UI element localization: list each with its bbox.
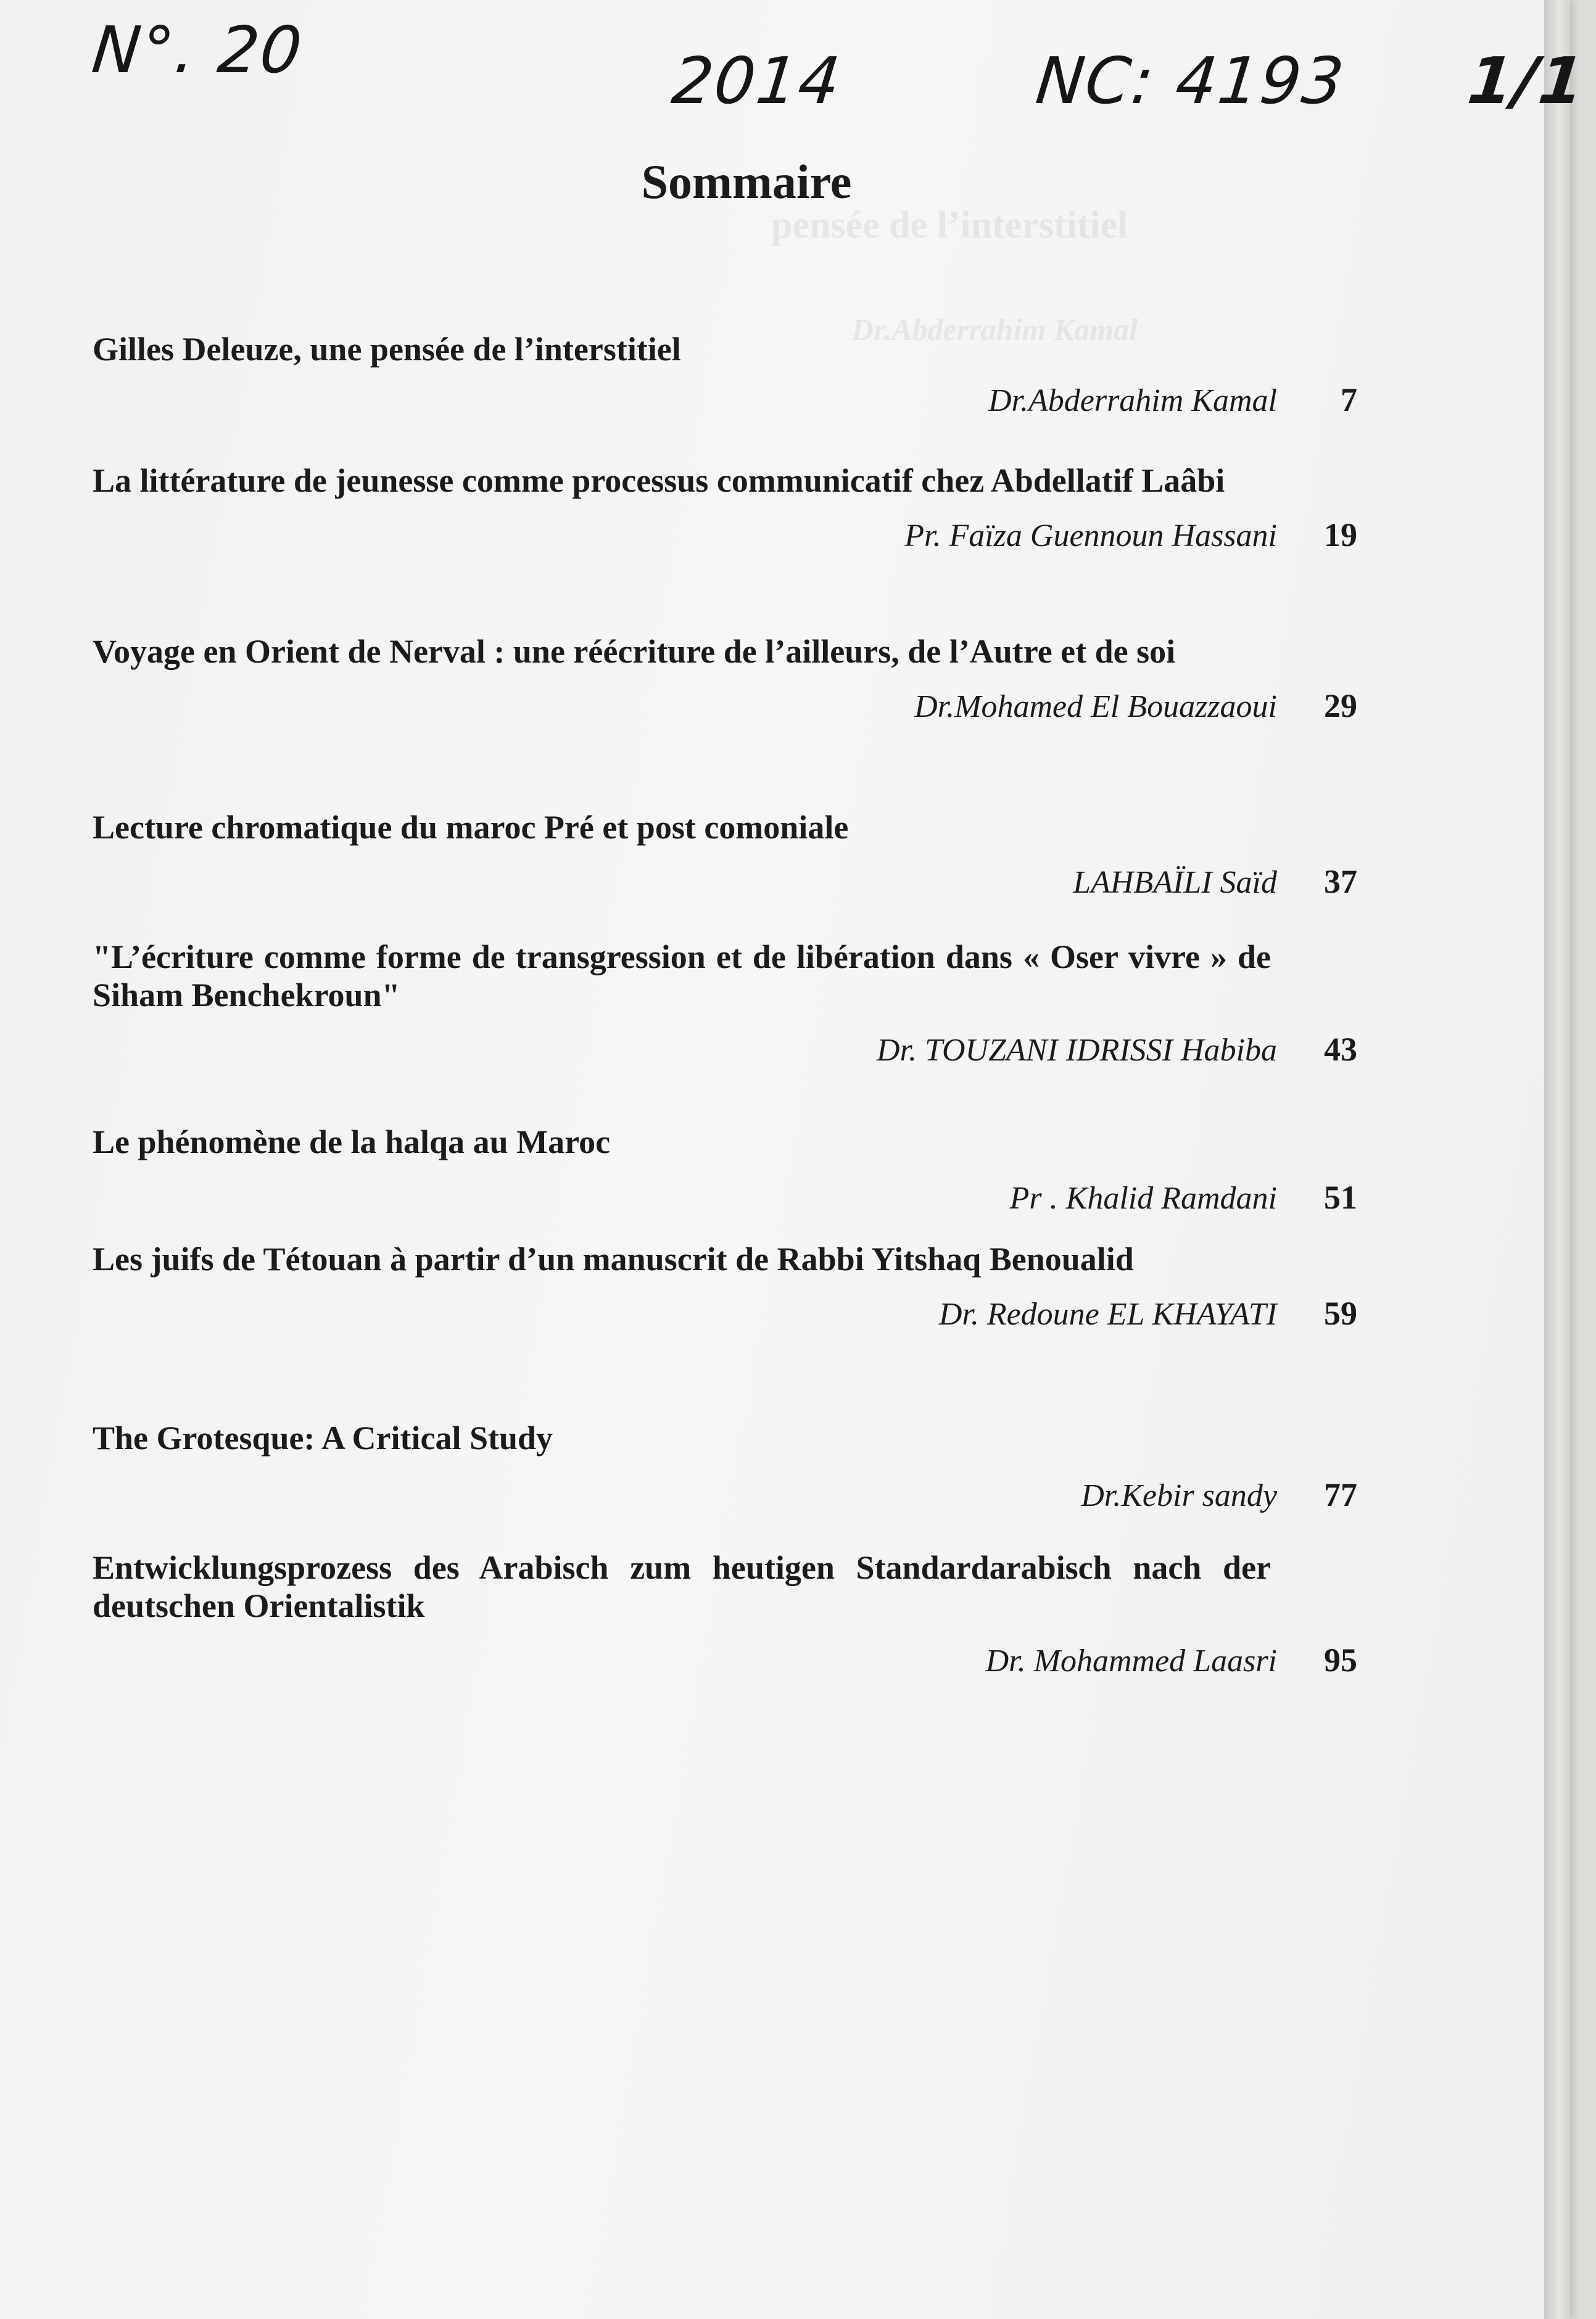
entry-title: Les juifs de Tétouan à partir d’un manuscrit de Rabbi Yitshaq Benoualid <box>93 1241 1134 1278</box>
handwritten-code: NC: 4193 <box>1032 43 1349 118</box>
toc-entry <box>93 461 1357 554</box>
toc-entry <box>93 1240 1357 1333</box>
entry-author: Dr.Mohamed El Bouazzaoui <box>914 689 1277 724</box>
entry-author: LAHBAÏLI Saïd <box>1073 865 1277 900</box>
entry-author: Pr . Khalid Ramdani <box>1009 1181 1277 1216</box>
toc-entry <box>93 330 1357 419</box>
entry-title: Le phénomène de la halqa au Maroc <box>93 1123 611 1160</box>
entry-title: Entwicklungsprozess des Arabisch zum heutigen Standardarabisch nach der deutschen Orientalistik <box>93 1549 1271 1624</box>
entry-author: Dr.Kebir sandy <box>1081 1478 1277 1513</box>
toc-entry <box>93 1548 1357 1679</box>
entry-page-number: 51 <box>1324 1179 1357 1216</box>
handwritten-fraction: 1/1 <box>1464 43 1589 118</box>
entry-author: Pr. Faïza Guennoun Hassani <box>904 518 1277 553</box>
toc-entry <box>93 632 1357 725</box>
entry-title: La littérature de jeunesse comme processus communicatif chez Abdellatif Laâbi <box>93 462 1225 499</box>
entry-author: Dr.Abderrahim Kamal <box>988 383 1277 418</box>
entry-author: Dr. TOUZANI IDRISSI Habiba <box>876 1033 1277 1068</box>
toc-entry <box>93 1419 1357 1514</box>
bleed-through-text: pensée de l’interstitiel <box>771 204 1128 246</box>
bleed-through-text: Dr.Abderrahim Kamal <box>851 312 1138 347</box>
page-title: Sommaire <box>641 155 852 209</box>
entry-title: The Grotesque: A Critical Study <box>93 1420 553 1457</box>
entry-page-number: 19 <box>1324 516 1357 553</box>
entry-title: Voyage en Orient de Nerval : une réécriture de l’ailleurs, de l’Autre et de soi <box>93 633 1176 670</box>
entry-title: Gilles Deleuze, une pensée de l’interstitiel <box>93 331 681 368</box>
entry-author: Dr. Mohammed Laasri <box>985 1643 1277 1679</box>
entry-page-number: 37 <box>1324 863 1357 900</box>
entry-page-number: 29 <box>1324 687 1357 724</box>
handwritten-year: 2014 <box>668 43 845 118</box>
entry-page-number: 77 <box>1324 1476 1357 1513</box>
entry-page-number: 7 <box>1341 381 1357 418</box>
entry-author: Dr. Redoune EL KHAYATI <box>938 1297 1277 1332</box>
entry-page-number: 59 <box>1324 1295 1357 1332</box>
toc-entry <box>93 938 1357 1069</box>
entry-title: Lecture chromatique du maroc Pré et post comoniale <box>93 809 849 846</box>
handwritten-number: N°. 20 <box>88 12 307 88</box>
entry-page-number: 95 <box>1324 1642 1357 1679</box>
entry-page-number: 43 <box>1324 1031 1357 1068</box>
toc-entry <box>93 808 1357 901</box>
toc-entry <box>93 1123 1357 1217</box>
entry-title: "L’écriture comme forme de transgression et de libération dans « Oser vivre » de Siham Benchekroun" <box>93 938 1271 1014</box>
